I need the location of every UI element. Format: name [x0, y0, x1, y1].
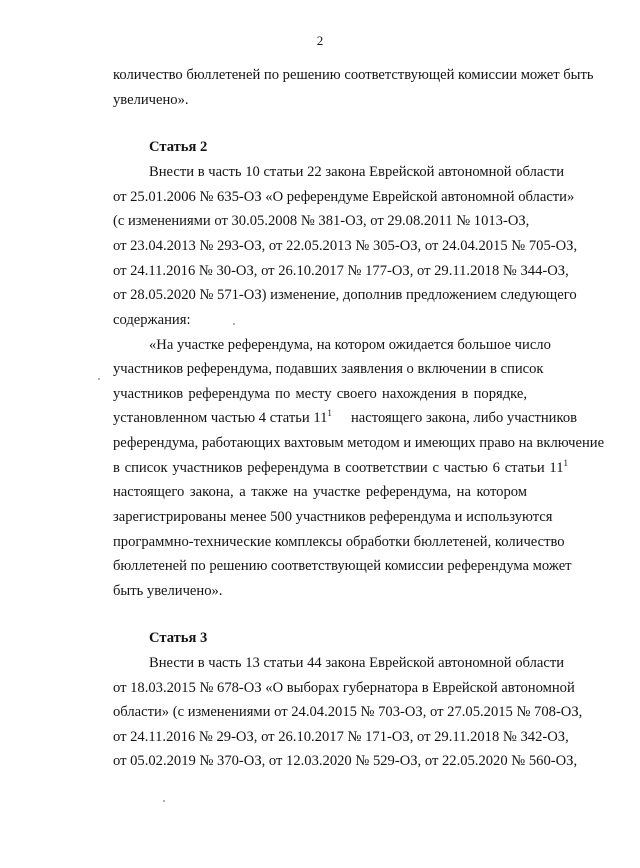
quote-line: [113, 459, 568, 477]
quote-line: быть увеличено».: [113, 583, 223, 599]
quote-line-part: в список участников референдума в соответствии с частью 6 статьи 11: [113, 460, 564, 476]
quote-line: референдума, работающих вахтовым методом и имеющих право на включение: [113, 435, 605, 451]
quote-line: участников референдума по месту своего нахождения в порядке,: [113, 386, 527, 402]
quote-line: [113, 409, 332, 427]
superscript: 1: [327, 408, 332, 419]
text-line: области» (с изменениями от 24.04.2015 № 703-ОЗ, от 27.05.2015 № 708-ОЗ,: [113, 704, 583, 720]
quote-line: зарегистрированы менее 500 участников референдума и используются: [113, 509, 553, 525]
text-line: количество бюллетеней по решению соответствующей комиссии может быть: [113, 67, 594, 83]
text-line: от 24.11.2016 № 29-ОЗ, от 26.10.2017 № 171-ОЗ, от 29.11.2018 № 342-ОЗ,: [113, 729, 569, 745]
text-line: увеличено».: [113, 92, 189, 108]
quote-line: участников референдума, подавших заявления о включении в список: [113, 361, 544, 377]
text-line: содержания:: [113, 312, 191, 328]
quote-line: программно-технические комплексы обработки бюллетеней, количество: [113, 534, 565, 550]
text-line: от 24.11.2016 № 30-ОЗ, от 26.10.2017 № 177-ОЗ, от 29.11.2018 № 344-ОЗ,: [113, 263, 569, 279]
quote-line: настоящего закона, а также на участке референдума, на котором: [113, 484, 527, 500]
text-line: от 25.01.2006 № 635-ОЗ «О референдуме Еврейской автономной области»: [113, 189, 575, 205]
text-line: Внести в часть 13 статьи 44 закона Еврейской автономной области: [149, 655, 565, 671]
page-number: 2: [316, 33, 324, 48]
text-line: от 28.05.2020 № 571-ОЗ) изменение, дополнив предложением следующего: [113, 287, 577, 303]
quote-line-part: настоящего закона, либо участников: [351, 410, 578, 426]
quote-line: «На участке референдума, на котором ожидается большое число: [149, 337, 551, 353]
article-3-heading: Статья 3: [149, 630, 208, 646]
superscript: 1: [563, 458, 568, 469]
quote-line-part: установленном частью 4 статьи 11: [113, 410, 328, 426]
quote-line: бюллетеней по решению соответствующей комиссии референдума может: [113, 558, 572, 574]
scan-speck: [98, 378, 100, 380]
text-line: от 05.02.2019 № 370-ОЗ, от 12.03.2020 № 529-ОЗ, от 22.05.2020 № 560-ОЗ,: [113, 753, 578, 769]
article-2-heading: Статья 2: [149, 139, 208, 155]
text-line: от 23.04.2013 № 293-ОЗ, от 22.05.2013 № 305-ОЗ, от 24.04.2015 № 705-ОЗ,: [113, 238, 578, 254]
text-line: Внести в часть 10 статьи 22 закона Еврейской автономной области: [149, 164, 565, 180]
scan-speck: [233, 323, 235, 325]
text-line: (с изменениями от 30.05.2008 № 381-ОЗ, от 29.08.2011 № 1013-ОЗ,: [113, 213, 530, 229]
text-line: от 18.03.2015 № 678-ОЗ «О выборах губернатора в Еврейской автономной: [113, 680, 575, 696]
scan-speck: [163, 800, 165, 802]
